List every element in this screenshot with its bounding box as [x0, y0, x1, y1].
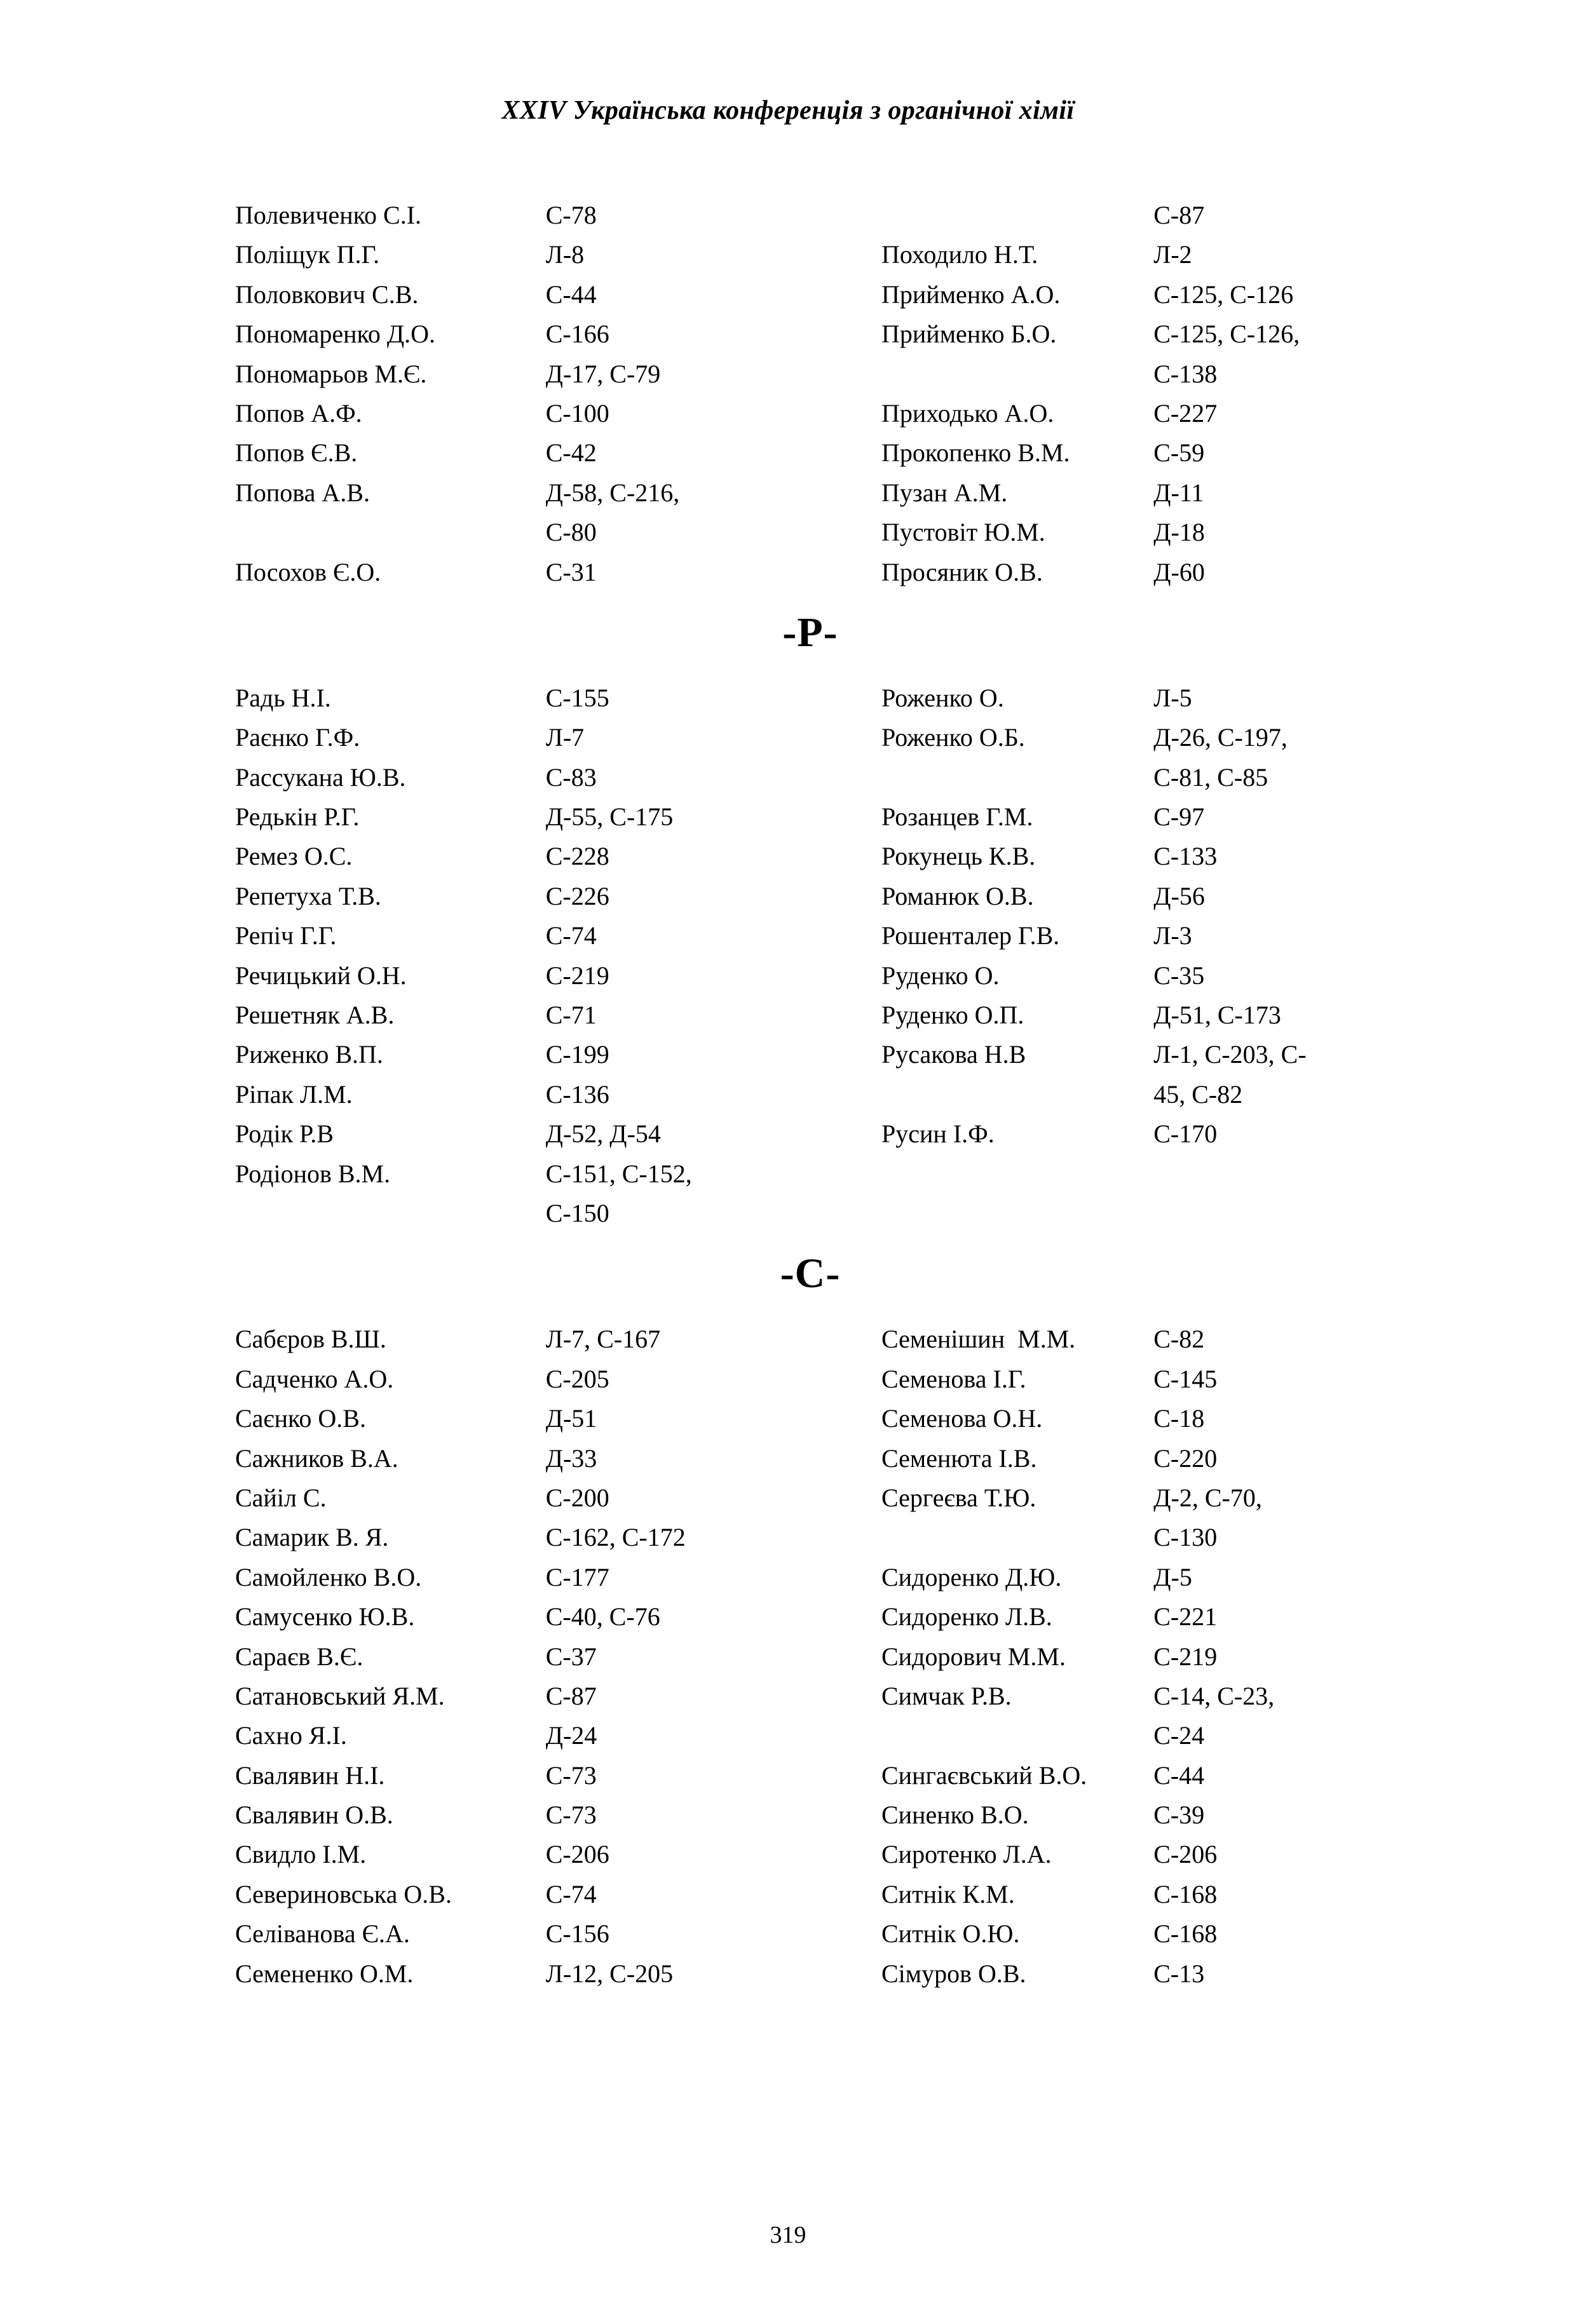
entry-name: Ріпак Л.М.: [235, 1079, 353, 1109]
entry-refs: С-228: [545, 842, 609, 871]
index-entry: [235, 1954, 810, 1994]
entry-name: Половкович С.В.: [235, 280, 419, 309]
index-entry: [881, 1320, 1385, 1359]
index-entry: [235, 355, 810, 394]
entry-refs: Л-1, С-203, С-: [1153, 1040, 1307, 1069]
entry-refs: С-227: [1153, 398, 1218, 428]
entry-name: Решетняк А.В.: [235, 1001, 395, 1030]
index-entry: [881, 1677, 1385, 1716]
document-page: [0, 95, 1576, 2324]
entry-refs: С-162, С-172: [545, 1523, 686, 1552]
entry-name: Сатановський Я.М.: [235, 1681, 445, 1710]
entry-refs: Л-12, С-205: [545, 1959, 674, 1988]
index-entry: [235, 553, 810, 592]
entry-name: Попов А.Ф.: [235, 398, 362, 428]
entry-refs: С-71: [545, 1001, 597, 1030]
entry-refs: Л-5: [1153, 683, 1192, 712]
entry-name: Риженко В.П.: [235, 1040, 383, 1069]
entry-name: Сергеєва Т.Ю.: [881, 1483, 1036, 1512]
entry-refs: Д-56: [1153, 881, 1205, 910]
entry-refs: 45, С-82: [1153, 1079, 1243, 1109]
entry-name: Руденко О.П.: [881, 1001, 1024, 1030]
entry-name: Репетуха Т.В.: [235, 881, 381, 910]
index-entry: [235, 797, 810, 837]
section-letter-r: -Р-: [782, 609, 838, 656]
entry-refs: С-125, С-126: [1153, 280, 1294, 309]
entry-refs: С-199: [545, 1040, 609, 1069]
index-entry: [881, 1360, 1385, 1399]
entry-name: Садченко А.О.: [235, 1364, 394, 1393]
entry-name: Сидоренко Л.В.: [881, 1602, 1052, 1632]
entry-refs: Л-8: [545, 240, 585, 269]
index-entry: [235, 1439, 810, 1478]
entry-name: Раєнко Г.Ф.: [235, 723, 360, 752]
entry-name: Севериновська О.В.: [235, 1879, 452, 1909]
entry-name: Сабєров В.Ш.: [235, 1325, 386, 1354]
entry-name: Сахно Я.І.: [235, 1721, 347, 1750]
index-entry: [881, 916, 1385, 956]
entry-refs: С-59: [1153, 438, 1205, 468]
index-entry: [881, 1756, 1385, 1795]
index-entry-continuation: [881, 758, 1385, 797]
entry-refs: С-138: [1153, 359, 1218, 388]
index-entry: [235, 1114, 810, 1154]
entry-refs: С-221: [1153, 1602, 1218, 1632]
index-entry: [235, 1597, 810, 1637]
entry-refs: Д-24: [545, 1721, 597, 1750]
entry-name: Самойленко В.О.: [235, 1562, 422, 1591]
entry-refs: С-73: [545, 1800, 597, 1830]
entry-name: Семенішин М.М.: [881, 1325, 1076, 1354]
entry-refs: С-44: [1153, 1760, 1205, 1790]
entry-refs: Д-18: [1153, 518, 1205, 547]
index-entry-continuation: [881, 355, 1385, 394]
index-entry: [881, 1597, 1385, 1637]
entry-name: Семенюта І.В.: [881, 1443, 1037, 1473]
index-entry: [235, 314, 810, 354]
entry-refs: С-133: [1153, 842, 1218, 871]
entry-refs: С-125, С-126,: [1153, 320, 1300, 349]
index-entry: [881, 1478, 1385, 1518]
entry-refs: С-100: [545, 398, 609, 428]
index-entry: [235, 758, 810, 797]
entry-name: Приходько А.О.: [881, 398, 1054, 428]
index-entry: [235, 916, 810, 956]
entry-refs: Л-7, С-167: [545, 1325, 661, 1354]
entry-refs: С-219: [545, 961, 609, 990]
entry-refs: Д-5: [1153, 1562, 1192, 1591]
entry-name: Походило Н.Т.: [881, 240, 1038, 269]
entry-refs: С-31: [545, 557, 597, 586]
index-entry: [881, 1637, 1385, 1677]
index-section-block: [235, 679, 1385, 1233]
entry-refs: С-39: [1153, 1800, 1205, 1830]
entry-refs: С-145: [1153, 1364, 1218, 1393]
entry-name: Синенко В.О.: [881, 1800, 1029, 1830]
index-entry: [235, 1478, 810, 1518]
index-entry: [235, 275, 810, 314]
entry-name: Сараєв В.Є.: [235, 1642, 363, 1671]
index-entry: [235, 1075, 810, 1114]
entry-name: Роженко О.Б.: [881, 723, 1025, 752]
index-entry-continuation: [235, 513, 810, 552]
entry-name: Репіч Г.Г.: [235, 921, 337, 950]
index-entry-continuation: [881, 1075, 1385, 1114]
index-entry: [235, 1360, 810, 1399]
entry-refs: С-83: [545, 762, 597, 792]
entry-name: Рокунець К.В.: [881, 842, 1036, 871]
index-entry: [235, 394, 810, 433]
entry-name: Сімуров О.В.: [881, 1959, 1026, 1988]
index-entry: [235, 1875, 810, 1914]
index-entry: [235, 956, 810, 996]
index-entry: [881, 837, 1385, 876]
entry-name: Рассукана Ю.В.: [235, 762, 406, 792]
index-entry: [881, 797, 1385, 837]
entry-name: Речицький О.Н.: [235, 961, 407, 990]
entry-refs: С-37: [545, 1642, 597, 1671]
entry-name: Прокопенко В.М.: [881, 438, 1070, 468]
entry-name: Саєнко О.В.: [235, 1404, 366, 1433]
entry-refs: С-150: [545, 1198, 609, 1227]
index-entry: [235, 1716, 810, 1755]
entry-refs: Д-51: [545, 1404, 597, 1433]
index-entry: [235, 1756, 810, 1795]
index-entry: [881, 1795, 1385, 1835]
entry-refs: С-81, С-85: [1153, 762, 1268, 792]
index-entry: [235, 718, 810, 757]
entry-name: Романюк О.В.: [881, 881, 1034, 910]
entry-refs: Л-2: [1153, 240, 1192, 269]
index-entry: [235, 877, 810, 916]
index-entry: [235, 1154, 810, 1194]
entry-refs: С-151, С-152,: [545, 1159, 692, 1188]
entry-refs: С-177: [545, 1562, 609, 1591]
index-entry: [235, 1637, 810, 1677]
index-entry: [881, 513, 1385, 552]
entry-name: Самусенко Ю.В.: [235, 1602, 415, 1632]
index-entry: [881, 433, 1385, 473]
entry-name: Сидоренко Д.Ю.: [881, 1562, 1062, 1591]
index-entry: [235, 996, 810, 1035]
entry-refs: С-168: [1153, 1919, 1218, 1949]
entry-name: Русакова Н.В: [881, 1040, 1026, 1069]
entry-name: Пономарьов М.Є.: [235, 359, 427, 388]
index-entry: [235, 1795, 810, 1835]
index-entry: [881, 996, 1385, 1035]
entry-name: Свалявин Н.І.: [235, 1760, 385, 1790]
index-entry: [881, 1558, 1385, 1597]
entry-refs: С-206: [1153, 1840, 1218, 1869]
section-letter-s: -С-: [780, 1250, 841, 1297]
entry-refs: Д-2, С-70,: [1153, 1483, 1262, 1512]
entry-refs: С-170: [1153, 1119, 1218, 1149]
entry-refs: Д-55, С-175: [545, 802, 674, 832]
index-entry: [235, 1558, 810, 1597]
entry-refs: Д-26, С-197,: [1153, 723, 1287, 752]
index-section-block: [235, 196, 1385, 592]
entry-name: Рошенталер Г.В.: [881, 921, 1060, 950]
index-entry: [881, 956, 1385, 996]
entry-name: Семененко О.М.: [235, 1959, 414, 1988]
entry-refs: С-219: [1153, 1642, 1218, 1671]
entry-refs: Д-60: [1153, 557, 1205, 586]
entry-name: Сингаєвський В.О.: [881, 1760, 1087, 1790]
entry-name: Родік Р.В: [235, 1119, 334, 1149]
index-entry: [881, 1914, 1385, 1954]
entry-refs: С-44: [545, 280, 597, 309]
entry-name: Розанцев Г.М.: [881, 802, 1033, 832]
entry-name: Свидло І.М.: [235, 1840, 367, 1869]
entry-name: Сиротенко Л.А.: [881, 1840, 1052, 1869]
entry-name: Прийменко А.О.: [881, 280, 1061, 309]
entry-refs: Д-11: [1153, 478, 1204, 507]
entry-name: Пустовіт Ю.М.: [881, 518, 1045, 547]
entry-refs: С-24: [1153, 1721, 1205, 1750]
entry-name: Посохов Є.О.: [235, 557, 381, 586]
entry-refs: С-78: [545, 201, 597, 229]
index-entry: [235, 1518, 810, 1557]
index-entry-continuation: [235, 1194, 810, 1233]
index-column-right: [810, 1320, 1385, 1994]
entry-refs: С-168: [1153, 1879, 1218, 1909]
index-entry: [235, 1914, 810, 1954]
index-column-right: [810, 196, 1385, 592]
index-entry: [881, 553, 1385, 592]
entry-name: Поліщук П.Г.: [235, 240, 380, 269]
index-entry: [881, 275, 1385, 314]
index-column-left: [235, 679, 810, 1233]
index-entry: [881, 877, 1385, 916]
page-number: 319: [770, 2222, 806, 2248]
entry-refs: С-220: [1153, 1443, 1218, 1473]
entry-refs: Д-58, С-216,: [545, 478, 680, 507]
entry-name: Самарик В. Я.: [235, 1523, 389, 1552]
index-entry: [235, 1320, 810, 1359]
index-entry: [881, 1875, 1385, 1914]
entry-name: Попова А.В.: [235, 478, 370, 507]
index-entry: [235, 837, 810, 876]
entry-refs: С-80: [545, 518, 597, 547]
index-entry: [881, 679, 1385, 718]
entry-name: Руденко О.: [881, 961, 1000, 990]
entry-refs: Д-17, С-79: [545, 359, 661, 388]
entry-name: Ситнік К.М.: [881, 1879, 1015, 1909]
entry-name: Пузан А.М.: [881, 478, 1008, 507]
entry-refs: С-226: [545, 881, 609, 910]
entry-refs: Д-52, Д-54: [545, 1119, 661, 1149]
index-entry: [881, 1399, 1385, 1438]
entry-refs: С-87: [1153, 201, 1205, 229]
entry-name: Полевиченко С.І.: [235, 201, 422, 229]
entry-refs: С-42: [545, 438, 597, 468]
entry-name: Селіванова Є.А.: [235, 1919, 410, 1949]
entry-name: Сажников В.А.: [235, 1443, 398, 1473]
entry-name: Русин І.Ф.: [881, 1119, 995, 1149]
entry-refs: С-97: [1153, 802, 1205, 832]
entry-name: Роженко О.: [881, 683, 1004, 712]
index-column-left: [235, 1320, 810, 1994]
entry-refs: С-82: [1153, 1325, 1205, 1354]
entry-refs: С-130: [1153, 1523, 1218, 1552]
index-content: [0, 196, 1576, 1994]
entry-name: Сайіл С.: [235, 1483, 327, 1512]
entry-refs: С-166: [545, 320, 609, 349]
index-entry: [881, 718, 1385, 757]
index-entry-continuation: [881, 1716, 1385, 1755]
entry-refs: С-35: [1153, 961, 1205, 990]
entry-name: Радь Н.І.: [235, 683, 331, 712]
index-entry: [881, 1439, 1385, 1478]
index-entry: [235, 1835, 810, 1874]
entry-refs: С-13: [1153, 1959, 1205, 1988]
entry-name: Семенова І.Г.: [881, 1364, 1026, 1393]
index-entry: [235, 1035, 810, 1074]
index-entry: [235, 679, 810, 718]
index-entry: [235, 196, 810, 235]
index-entry: [881, 473, 1385, 513]
entry-refs: С-155: [545, 683, 609, 712]
index-entry: [235, 433, 810, 473]
index-entry: [235, 1399, 810, 1438]
entry-name: Симчак Р.В.: [881, 1681, 1012, 1710]
index-entry: [235, 235, 810, 274]
entry-refs: Д-33: [545, 1443, 597, 1473]
index-entry: [881, 235, 1385, 274]
entry-refs: Л-7: [545, 723, 585, 752]
entry-name: Родіонов В.М.: [235, 1159, 391, 1188]
index-entry: [235, 473, 810, 513]
entry-refs: С-74: [545, 921, 597, 950]
entry-name: Попов Є.В.: [235, 438, 358, 468]
entry-refs: С-73: [545, 1760, 597, 1790]
entry-name: Ситнік О.Ю.: [881, 1919, 1020, 1949]
entry-refs: Л-3: [1153, 921, 1192, 950]
index-entry: [881, 1114, 1385, 1154]
entry-refs: С-136: [545, 1079, 609, 1109]
index-entry: [881, 1035, 1385, 1074]
entry-refs: С-74: [545, 1879, 597, 1909]
entry-name: Прийменко Б.О.: [881, 320, 1057, 349]
index-entry: [881, 1835, 1385, 1874]
entry-name: Пономаренко Д.О.: [235, 320, 436, 349]
index-entry: [235, 1677, 810, 1716]
entry-refs: С-18: [1153, 1404, 1205, 1433]
entry-refs: С-205: [545, 1364, 609, 1393]
entry-name: Ремез О.С.: [235, 842, 353, 871]
index-column-left: [235, 196, 810, 592]
entry-name: Редькін Р.Г.: [235, 802, 360, 832]
index-column-right: [810, 679, 1385, 1154]
entry-refs: С-14, С-23,: [1153, 1681, 1275, 1710]
entry-name: Свалявин О.В.: [235, 1800, 393, 1830]
entry-refs: С-156: [545, 1919, 609, 1949]
entry-name: Просяник О.В.: [881, 557, 1043, 586]
entry-refs: С-40, С-76: [545, 1602, 660, 1632]
entry-name: Сидорович М.М.: [881, 1642, 1066, 1671]
entry-refs: С-87: [545, 1681, 597, 1710]
index-entry-continuation: [881, 1518, 1385, 1557]
entry-name: Семенова О.Н.: [881, 1404, 1043, 1433]
index-entry: [881, 394, 1385, 433]
index-entry: [881, 314, 1385, 354]
index-entry-continuation: [881, 196, 1385, 235]
entry-refs: Д-51, С-173: [1153, 1001, 1281, 1030]
index-section-block: [235, 1320, 1385, 1994]
entry-refs: С-206: [545, 1840, 609, 1869]
running-head: XXIV Українська конференція з органічної хімії: [501, 96, 1075, 125]
entry-refs: С-200: [545, 1483, 609, 1512]
index-entry: [881, 1954, 1385, 1994]
